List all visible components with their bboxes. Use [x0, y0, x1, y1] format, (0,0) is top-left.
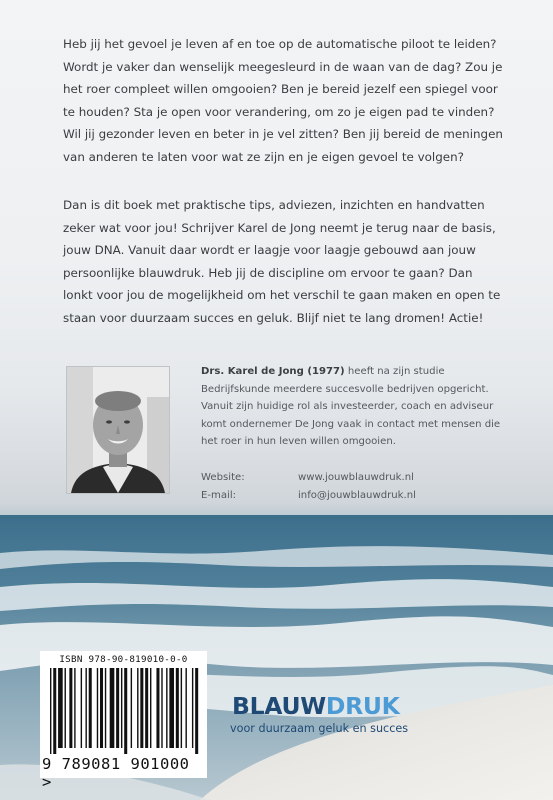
- summary-paragraph: Dan is dit boek met praktische tips, adviezen, inzichten en handvatten zeker wat voor jou! Schrijver Karel de Jong neemt je terug naar de basis, jouw DNA. Vanuit daar wordt er laagje voor laagje gebouwd aan jouw persoonlijke blauwdruk. Heb jij de discipline om ervoor te gaan? Dan lonkt voor jou de mogelijkheid om het verschil te gaan maken en open te staan voor duurzaam succes en geluk. Blijf niet te lang dromen! Actie!: [63, 198, 501, 325]
- publisher-logo: [232, 692, 400, 720]
- barcode-bar: [105, 668, 106, 748]
- website-link[interactable]: www.jouwblauwdruk.nl: [298, 472, 414, 483]
- author-bio: [201, 363, 506, 451]
- barcode-bar: [169, 668, 174, 748]
- barcode-bar: [58, 668, 63, 748]
- barcode-digits: 9 789081 901000 >: [42, 755, 190, 791]
- barcode-bar: [89, 668, 92, 748]
- barcode-bar: [116, 668, 119, 748]
- barcode-bar: [131, 668, 132, 748]
- barcode-bar: [145, 668, 148, 748]
- barcode-bar: [185, 668, 186, 748]
- website-label: Website:: [201, 472, 245, 483]
- author-bio-text: heeft na zijn studie Bedrijfskunde meerdere succesvolle bedrijven opgericht. Vanuit zijn huidige rol als investeerder, coach en adviseur komt ondernemer De Jong vaak in contact met mensen die het roer in hun leven willen omgooien.: [201, 366, 501, 448]
- barcode-bar: [176, 668, 179, 748]
- email-label: E-mail:: [201, 490, 237, 501]
- barcode-bar: [100, 668, 103, 748]
- isbn-number: ISBN 978-90-819010-0-0: [59, 654, 188, 665]
- author-photo: [66, 366, 170, 494]
- email-link[interactable]: info@jouwblauwdruk.nl: [298, 490, 416, 501]
- barcode-bar: [69, 668, 72, 748]
- barcode-bar: [85, 668, 86, 748]
- barcode-bar: [161, 668, 162, 748]
- barcode-bar: [110, 668, 115, 748]
- barcode-bars: [50, 668, 200, 754]
- logo-tagline: voor duurzaam geluk en succes: [230, 722, 409, 735]
- barcode-bar: [150, 668, 151, 748]
- barcode-bar: [166, 668, 167, 748]
- barcode-bar: [137, 668, 138, 748]
- author-portrait-image: [67, 367, 169, 493]
- barcode-bar: [195, 668, 198, 754]
- barcode-bar: [156, 668, 159, 748]
- barcode-bar: [192, 668, 193, 748]
- logo-part-druk: DRUK: [325, 692, 400, 720]
- barcode-bar: [74, 668, 75, 748]
- barcode-bar: [97, 668, 98, 748]
- barcode-bar: [65, 668, 66, 748]
- logo-part-blauw: BLAUW: [232, 692, 326, 720]
- barcode-panel: [40, 651, 207, 791]
- author-name: Drs. Karel de Jong (1977): [201, 366, 345, 377]
- barcode-bar: [121, 668, 122, 748]
- barcode-bar: [124, 668, 127, 754]
- barcode-bar: [53, 668, 56, 754]
- barcode-bar: [50, 668, 51, 754]
- intro-paragraph: Heb jij het gevoel je leven af en toe op de automatische piloot te leiden? Wordt je vaker dan wenselijk meegesleurd in de waan van de dag? Zou je het roer compleet willen omgooien? Ben je bereid jezelf een spiegel voor te houden? Sta je open voor verandering, om zo je eigen pad te vinden? Wil jij gezonder leven en beter in je vel zitten? Ben jij bereid de meningen van anderen te laten voor wat ze zijn en je eigen gevoel te volgen?: [63, 37, 503, 164]
- barcode-bar: [181, 668, 182, 748]
- barcode-bar: [81, 668, 82, 748]
- barcode-bar: [140, 668, 143, 748]
